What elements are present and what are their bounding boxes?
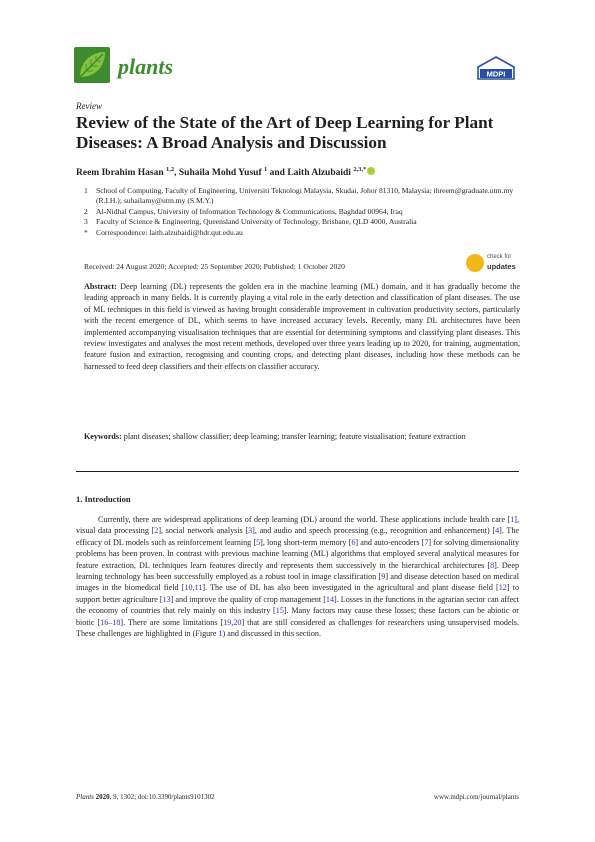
author-list: Reem Ibrahim Hasan $^{1,2}$, Suhaila Mohd Yusuf $^1$ and Laith Alzubaidi $^{2,3,*}$ — [76, 166, 375, 178]
intro-text: ], social network analysis [ — [158, 526, 249, 536]
affiliation-item — [84, 228, 524, 238]
keywords — [84, 431, 520, 442]
citation-footer — [76, 793, 215, 801]
intro-text: ] for solving dimensionality problems has been proven. In contrast with previous machine learning (ML) algorithms that employed several analytical measures for feature extraction, DL techniques learn features directly and represents them successively in the hierarchical architectures [ — [76, 537, 519, 570]
abstract — [84, 281, 520, 372]
affiliation-mark: 1 — [84, 186, 88, 195]
correspondence-text[interactable]: Correspondence: laith.alzubaidi@hdr.qut.edu.au — [96, 227, 243, 237]
reference-link[interactable]: 1 — [510, 515, 515, 524]
reference-link[interactable]: 19,20 — [223, 617, 242, 627]
keywords-text: plant diseases; shallow classifier; deep learning; transfer learning; feature visualisation; feature extraction — [123, 432, 466, 441]
author-name[interactable]: Laith Alzubaidi — [287, 168, 351, 179]
article-title: Review of the State of the Art of Deep Learning for Plant Diseases: A Broad Analysis and Discussion — [76, 113, 494, 152]
affiliation-item — [84, 217, 524, 227]
article-type: Review — [76, 101, 102, 111]
updates-icon — [466, 254, 484, 272]
intro-text: Currently, there are widespread applications of deep learning (DL) around the world. These applications include health care [ — [98, 515, 511, 524]
affiliation-text: School of Computing, Faculty of Engineering, Universiti Teknologi Malaysia, Skudai, Johor 81310, Malaysia; ihreem@graduate.utm.my (R.I.H.); suhailamy@utm.my (S.M.Y.) — [96, 186, 514, 206]
footer-journal: Plants — [76, 793, 94, 801]
intro-text: ]. The use of DL has also been investigated in the agricultural and plant disease field [ — [202, 583, 499, 593]
reference-link[interactable]: 9 — [381, 572, 386, 582]
intro-text: ) and discussed in this section. — [222, 629, 322, 639]
author-name[interactable]: Suhaila Mohd Yusuf — [178, 168, 262, 179]
journal-name: plants — [118, 54, 174, 79]
affiliation-text: Al-Nidhal Campus, University of Information Technology & Communications, Baghdad 00964, Iraq — [96, 206, 403, 216]
intro-text: ] to support better agriculture [ — [76, 583, 520, 604]
reference-link[interactable]: 12 — [498, 583, 507, 593]
reference-link[interactable]: 5 — [256, 537, 261, 547]
intro-text: ] and improve the quality of crop management [ — [170, 594, 326, 604]
reference-link[interactable]: 7 — [424, 537, 429, 547]
intro-text: ]. Losses in the functions in the agrarian sector can affect the economy of countries that rely mainly on this industry [ — [76, 594, 520, 616]
section-divider — [76, 471, 519, 472]
check-for-updates-badge[interactable] — [466, 253, 526, 275]
leaf-icon — [74, 47, 110, 83]
intro-text: ] and auto-encoders [ — [355, 537, 425, 547]
affiliation-mark: 2 — [84, 206, 88, 216]
author-affiliation-mark: 1 — [263, 166, 268, 173]
abstract-text: Deep learning (DL) represents the golden era in the machine learning (ML) domain, and it has gradually become the leading approach in many fields. It is currently playing a vital role in the early detection and classification of plant diseases. The use of ML techniques in this field is viewed as having brought considerable improvement in cultivation productivity sectors, particularly with the recent emergence of DL, which seems to have increased accuracy levels. Recently, many DL architectures have been implemented accompanying visualisation techniques that are essential for determining symptoms and classifying plant diseases. This review investigates and analyses the most recent methods, developed over three years leading up to 2020, for training, augmentation, feature fusion and extraction, recognising and counting crops, and detecting plant diseases, including how these methods can be harnessed to feed deep classifiers and their effects on classifier accuracy. — [84, 282, 520, 371]
intro-text: ], long short-term memory [ — [260, 537, 352, 547]
author-affiliation-mark: 2,3,* — [353, 166, 367, 173]
section-heading: 1. Introduction — [76, 494, 131, 504]
updates-label: updates — [487, 262, 516, 271]
reference-link[interactable]: 2 — [154, 526, 159, 536]
affiliation-list — [84, 186, 524, 238]
reference-link[interactable]: 13 — [162, 594, 171, 604]
intro-text: ]. Many factors may cause these losses; these factors can be abiotic or biotic [ — [76, 606, 519, 627]
affiliation-item — [84, 207, 524, 217]
reference-link[interactable]: 4 — [495, 526, 500, 536]
mdpi-logo-text: MDPI — [486, 69, 506, 79]
reference-link[interactable]: 3 — [248, 526, 253, 536]
footer-doi[interactable]: , 9, 1302; doi:10.3390/plants9101302 — [109, 793, 215, 801]
intro-text: ] and disease detection based on medical images in the biomedical field [ — [76, 572, 519, 593]
reference-link[interactable]: 8 — [490, 560, 495, 570]
author-name[interactable]: Reem Ibrahim Hasan — [76, 168, 164, 179]
author-conjunction: and — [269, 168, 285, 179]
publication-dates: Received: 24 August 2020; Accepted: 25 September 2020; Published: 1 October 2020 — [84, 262, 345, 271]
affiliation-item — [84, 186, 524, 207]
footer-year: 2020 — [95, 793, 110, 801]
intro-text: ], and audio and speech processing (e.g., recognition and enhancement) [ — [252, 526, 496, 536]
intro-text: ], visual data processing [ — [76, 515, 519, 536]
affiliation-mark: 3 — [84, 217, 88, 227]
affiliation-text: Faculty of Science & Engineering, Queensland University of Technology, Brisbane, QLD 4000, Australia — [96, 217, 417, 227]
intro-text: ]. The efficacy of DL models such as reinforcement learning [ — [76, 526, 519, 547]
affiliation-mark: * — [84, 227, 88, 237]
keywords-label: Keywords: — [84, 432, 122, 441]
journal-url[interactable]: www.mdpi.com/journal/plants — [433, 793, 519, 801]
mdpi-logo — [476, 56, 516, 80]
introduction-paragraph — [76, 514, 519, 639]
reference-link[interactable]: 10,11 — [184, 583, 203, 593]
journal-logo — [74, 47, 110, 83]
reference-link[interactable]: 15 — [275, 606, 284, 616]
reference-link[interactable]: 1 — [218, 629, 223, 639]
intro-text: ] that are still considered as challenges for researchers using unsupervised models. These challenges are highlighted in (Figure — [76, 617, 519, 639]
reference-link[interactable]: 16–18 — [100, 617, 121, 627]
check-for-label: check for — [487, 254, 512, 260]
abstract-label: Abstract: — [84, 282, 117, 291]
intro-text: ]. There are some limitations [ — [120, 617, 224, 627]
orcid-icon[interactable] — [367, 167, 375, 175]
intro-text: ]. Deep learning technology has been successfully employed as a robust tool in image classification [ — [76, 560, 519, 582]
reference-link[interactable]: 6 — [351, 537, 356, 547]
author-affiliation-mark: 1,2 — [166, 166, 175, 173]
reference-link[interactable]: 14 — [325, 594, 335, 604]
